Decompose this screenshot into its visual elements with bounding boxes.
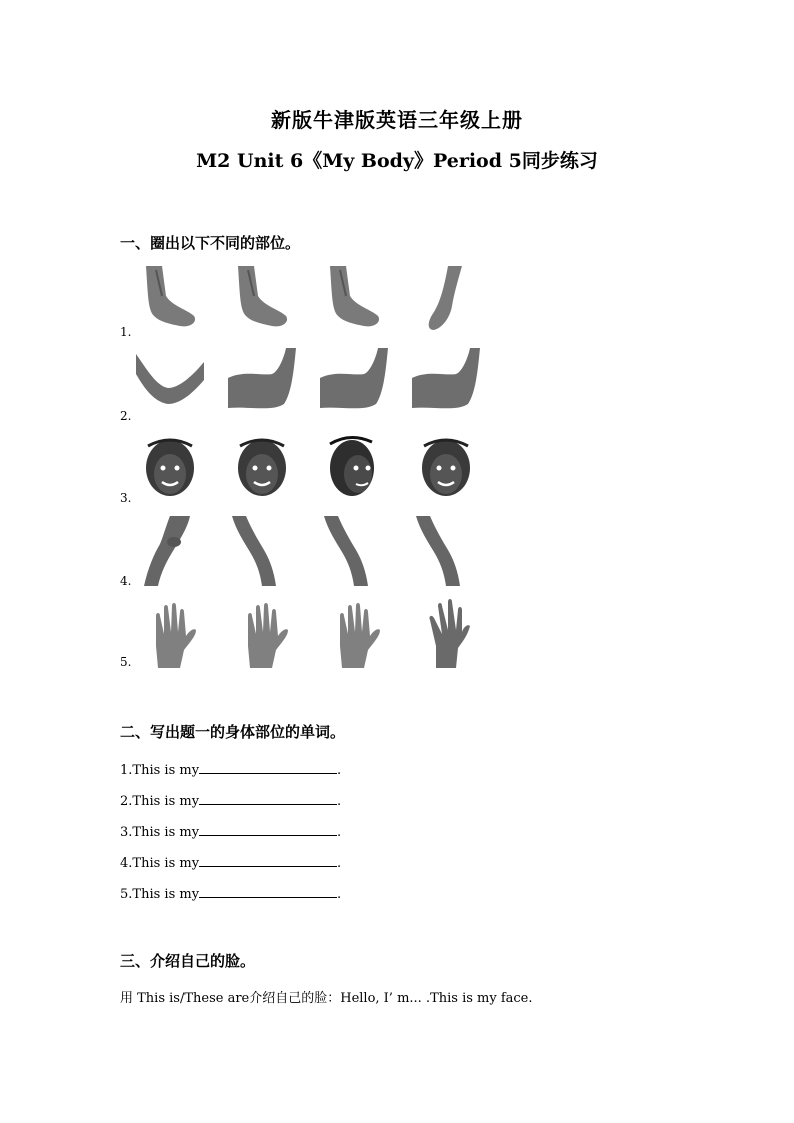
arm-picture-4[interactable] [412, 348, 480, 418]
row-number-1: 1. [120, 325, 132, 339]
answer-blank-1[interactable] [199, 761, 337, 774]
line-suffix: . [337, 794, 342, 809]
hand-picture-2[interactable] [228, 598, 296, 668]
foot-picture-3[interactable] [320, 266, 388, 336]
foot-picture-2[interactable] [228, 266, 296, 336]
line-suffix: . [337, 856, 342, 871]
row-number-4: 4. [120, 574, 132, 588]
answer-blank-3[interactable] [199, 823, 337, 836]
leg-picture-2[interactable] [228, 516, 296, 586]
line-number: 2. [120, 794, 133, 809]
line-number: 4. [120, 856, 133, 871]
leg-picture-4[interactable] [412, 516, 480, 586]
leg-picture-1-different[interactable] [136, 516, 204, 586]
line-prefix: This is my [132, 763, 200, 778]
face-picture-3-different[interactable] [320, 432, 388, 502]
face-picture-1[interactable] [136, 432, 204, 502]
line-suffix: . [337, 763, 342, 778]
section3-heading: 三、介绍自己的脸。 [120, 952, 256, 970]
answer-blank-4[interactable] [199, 854, 337, 867]
section2-heading: 二、写出题一的身体部位的单词。 [120, 723, 346, 741]
answer-blank-5[interactable] [199, 885, 337, 898]
fill-line-3 [120, 823, 341, 840]
arm-picture-2[interactable] [228, 348, 296, 418]
section3-instruction: 用 This is/These are介绍自己的脸：Hello, I’ m... .This is my face. [120, 991, 533, 1006]
fill-line-2 [120, 792, 341, 809]
row-number-5: 5. [120, 655, 132, 669]
line-number: 1. [120, 763, 133, 778]
section1-heading: 一、圈出以下不同的部位。 [120, 234, 301, 252]
line-prefix: This is my [132, 794, 200, 809]
answer-blank-2[interactable] [199, 792, 337, 805]
line-number: 3. [120, 825, 133, 840]
face-picture-4[interactable] [412, 432, 480, 502]
fill-line-4 [120, 854, 341, 871]
line-prefix: This is my [132, 856, 200, 871]
face-picture-2[interactable] [228, 432, 296, 502]
fill-line-1 [120, 761, 341, 778]
foot-picture-1[interactable] [136, 266, 204, 336]
line-number: 5. [120, 887, 133, 902]
line-prefix: This is my [132, 887, 200, 902]
foot-picture-4-different[interactable] [412, 266, 480, 336]
line-suffix: . [337, 825, 342, 840]
leg-picture-3[interactable] [320, 516, 388, 586]
arm-picture-3[interactable] [320, 348, 388, 418]
row-number-2: 2. [120, 409, 132, 423]
fill-line-5 [120, 885, 341, 902]
hand-picture-4-different[interactable] [412, 598, 480, 668]
page-title-line1: 新版牛津版英语三年级上册 [271, 108, 523, 132]
arm-picture-1-different[interactable] [136, 348, 204, 418]
line-suffix: . [337, 887, 342, 902]
hand-picture-1[interactable] [136, 598, 204, 668]
row-number-3: 3. [120, 491, 132, 505]
hand-picture-3[interactable] [320, 598, 388, 668]
page-title-line2: M2 Unit 6《My Body》Period 5同步练习 [196, 150, 598, 172]
line-prefix: This is my [132, 825, 200, 840]
